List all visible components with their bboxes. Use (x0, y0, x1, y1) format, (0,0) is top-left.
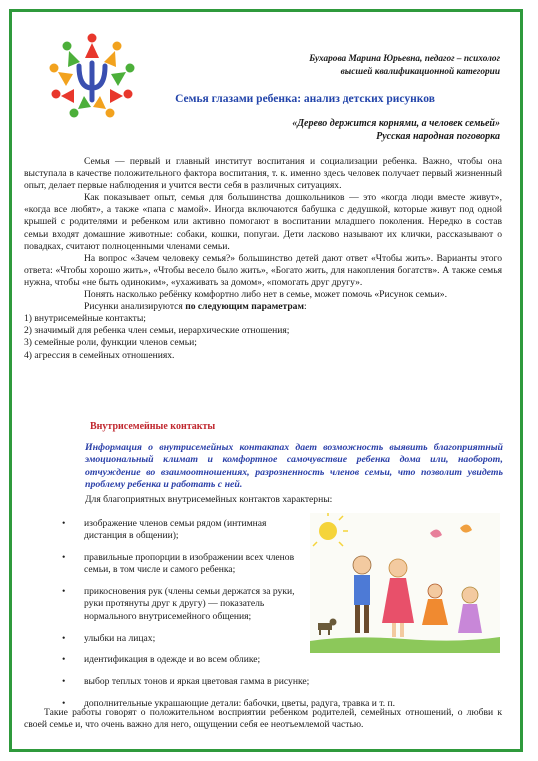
parameter-item: 2) значимый для ребенка член семьи, иерархические отношения; (24, 325, 290, 337)
paragraph-3: На вопрос «Зачем человеку семья?» большинство детей дают ответ «Чтобы жить». Варианты этого ответа: «Чтобы хорошо жить», «Чтобы весело было жить», «Богато жить, для накопления богатств». А также семья нужна, чтобы «не быть одиноким», «ухаживать за домом», «помогать друг другу». (24, 252, 502, 288)
paragraph-2: Как показывает опыт, семья для большинства дошкольников — это «когда люди вместе живут», «когда все любят», а также «папа с мамой». Иногда включаются бабушка с дедушкой, которые живут под одной крышей с родителями и ребенком или активно помогают в воспитании младшего поколения. Нередко в состав семьи входят домашние животные: собаки, кошки, попугаи. Дети ласково называют их клички, рассказывают о повадках, считают полноценными членами семьи. (24, 192, 502, 252)
list-item (62, 586, 309, 623)
info-paragraph: Информация о внутрисемейных контактах дает возможность выявить благоприятный эмоциональный климат и комфортное самочувствие ребенка дома или, наоборот, отчуждение во взаимоотношениях, разрозненность членов семьи, что позволит увидеть проблему ребенка и работать с ней. (85, 442, 503, 490)
parameter-item: 3) семейные роли, функции членов семьи; (24, 337, 197, 349)
bullet-dot-icon: • (62, 586, 66, 598)
bullet-dot-icon: • (62, 676, 66, 688)
author-category: высшей квалификационной категории (340, 66, 500, 77)
paragraph-5 (24, 301, 502, 313)
author-name: Бухарова Марина Юрьевна, педагог – психолог (309, 54, 500, 64)
parameter-item: 1) внутрисемейные контакты; (24, 313, 146, 325)
intro-text (24, 156, 502, 362)
closing-paragraph: Такие работы говорят о положительном восприятии ребенком родителей, семейных отношений, о любви к своей семье и, что очень важно для него, ощущении себя ее неотъемлемой частью. (24, 707, 502, 731)
list-item (62, 676, 512, 688)
list-item-text: правильные пропорции в изображении всех членов семьи, в том числе и самого ребенка; (84, 552, 295, 576)
author-block (230, 53, 500, 78)
paragraph-5-bold: по следующим параметрам (185, 301, 304, 313)
epigraph-quote: «Дерево держится корнями, а человек семьей» (292, 118, 500, 129)
list-item-text: дополнительные украшающие детали: бабочки, цветы, радуга, травка и т. п. (84, 697, 396, 709)
bullet-dot-icon: • (62, 632, 66, 644)
bullet-dot-icon: • (62, 552, 66, 564)
lead-sentence: Для благоприятных внутрисемейных контактов характерны: (85, 494, 333, 505)
parameter-item: 4) агрессия в семейных отношениях. (24, 349, 175, 361)
section-heading: Внутрисемейные контакты (90, 421, 216, 432)
list-item-text: изображение членов семьи рядом (интимная дистанция в общении); (84, 518, 267, 542)
bullet-dot-icon: • (62, 518, 66, 529)
list-item-text: идентификация в одежде и во всем облике; (84, 654, 261, 666)
list-item-text: улыбки на лицах; (84, 632, 156, 644)
list-item-text: выбор теплых тонов и яркая цветовая гамма в рисунке; (84, 676, 310, 688)
epigraph (230, 117, 500, 143)
epigraph-source: Русская народная поговорка (376, 131, 500, 142)
page-title: Семья глазами ребенка: анализ детских рисунков (175, 93, 435, 105)
list-item-text: прикосновения рук (члены семьи держатся за руки, руки протянуты друг к другу) — показатель нормального внутрисемейного общения; (84, 586, 295, 622)
list-item (62, 518, 309, 543)
bullet-dot-icon: • (62, 697, 66, 709)
family-drawing-image (310, 513, 500, 653)
list-item (62, 654, 512, 666)
bullet-dot-icon: • (62, 654, 66, 666)
paragraph-4: Понять насколько ребёнку комфортно либо нет в семье, может помочь «Рисунок семьи». (84, 289, 447, 301)
paragraph-5-start: Рисунки анализируются (84, 301, 186, 313)
paragraph-5-end: : (304, 301, 307, 313)
list-item (62, 552, 309, 577)
paragraph-1: Семья — первый и главный институт воспитания и социализации ребенка. Важно, чтобы она выступала в качестве положительного фактора воспитания, т. к. именно здесь человек получает первый жизненный опыт, делает первые наблюдения и учится вести себя в различных ситуациях. (24, 156, 502, 192)
psi-logo-icon (46, 30, 138, 122)
